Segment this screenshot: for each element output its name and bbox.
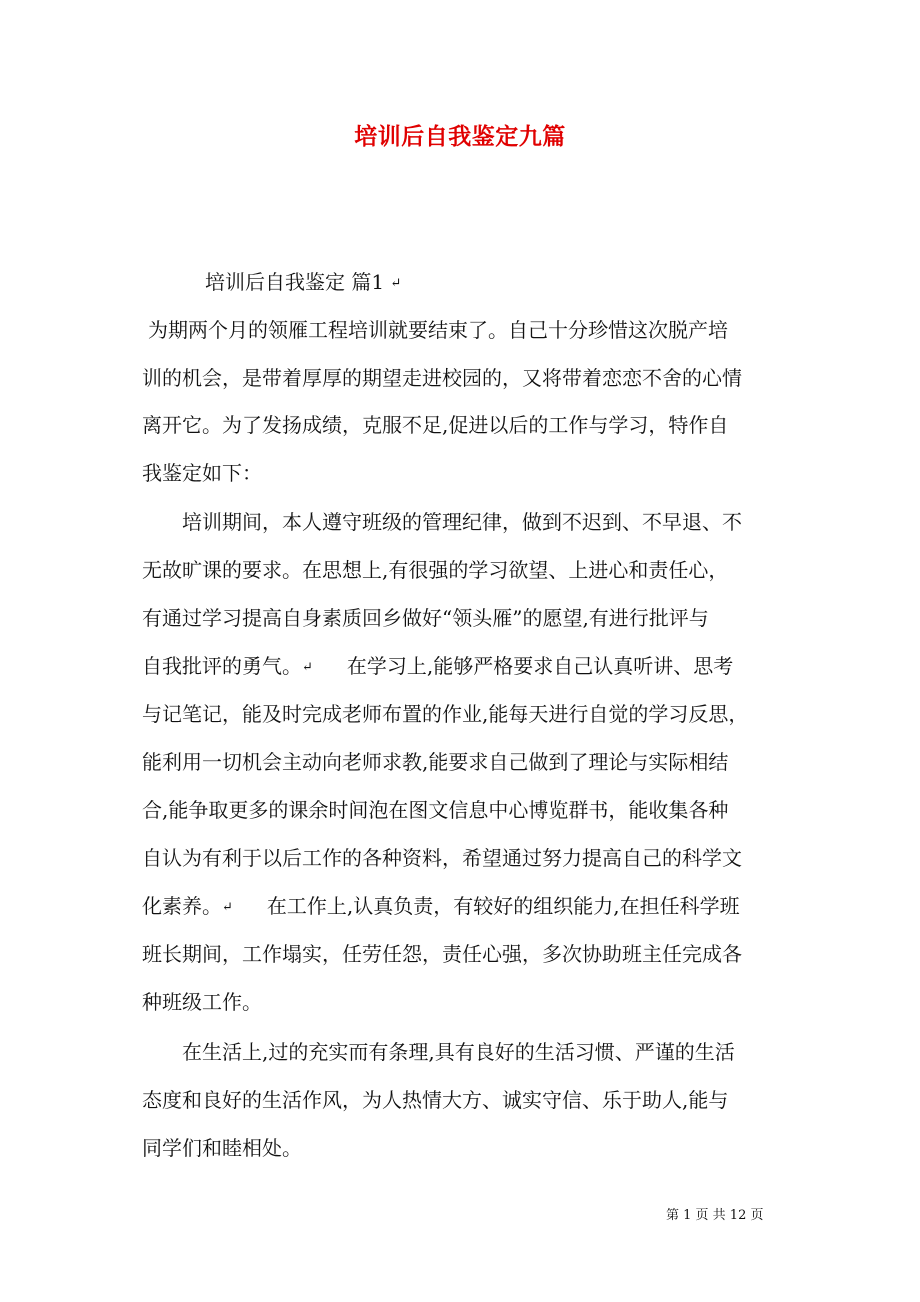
body-line-8 bbox=[142, 652, 733, 682]
return-mark-icon: ↵ bbox=[302, 660, 313, 675]
document-title: 培训后自我鉴定九篇 bbox=[354, 124, 566, 150]
body-line-6: 无故旷课的要求。在思想上,有很强的学习欲望、上进心和责任心， bbox=[142, 558, 729, 582]
return-mark-icon: ↵ bbox=[222, 900, 233, 915]
body-line-3: 离开它。为了发扬成绩，克服不足,促进以后的工作与学习，特作自 bbox=[142, 413, 729, 437]
body-line-14: 班长期间，工作塌实，任劳任怨，责任心强，多次协助班主任完成各 bbox=[142, 942, 742, 966]
body-line-9: 与记笔记，能及时完成老师布置的作业,能每天进行自觉的学习反思， bbox=[142, 702, 749, 726]
body-line-4: 我鉴定如下： bbox=[142, 461, 262, 485]
return-mark-icon: ↵ bbox=[390, 276, 402, 291]
page-footer: 第 1 页 共 12 页 bbox=[666, 1208, 764, 1223]
body-line-17: 态度和良好的生活作风，为人热情大方、诚实守信、乐于助人,能与 bbox=[142, 1088, 729, 1112]
body-line-16: 在生活上,过的充实而有条理,具有良好的生活习惯、严谨的生活 bbox=[182, 1040, 735, 1064]
body-line-5: 培训期间，本人遵守班级的管理纪律，做到不迟到、不早退、不 bbox=[182, 510, 742, 534]
body-line-10: 能利用一切机会主动向老师求教,能要求自己做到了理论与实际相结 bbox=[142, 750, 729, 774]
body-line-13-continued: 在工作上,认真负责，有较好的组织能力,在担任科学班 bbox=[266, 894, 740, 918]
section-heading bbox=[205, 268, 401, 298]
section-heading-text: 培训后自我鉴定 篇1 bbox=[205, 270, 385, 294]
body-line-13 bbox=[142, 892, 740, 922]
body-line-8-text: 自我批评的勇气。 bbox=[142, 654, 302, 678]
body-line-18: 同学们和睦相处。 bbox=[142, 1136, 302, 1160]
body-line-2: 训的机会，是带着厚厚的期望走进校园的，又将带着恋恋不舍的心情 bbox=[142, 366, 742, 390]
body-line-12: 自认为有利于以后工作的各种资料，希望通过努力提高自己的科学文 bbox=[142, 846, 742, 870]
body-line-15: 种班级工作。 bbox=[142, 990, 262, 1014]
body-line-13-text: 化素养。 bbox=[142, 894, 222, 918]
body-line-11: 合,能争取更多的课余时间泡在图文信息中心博览群书，能收集各种 bbox=[142, 798, 729, 822]
body-line-8-continued: 在学习上,能够严格要求自己认真听讲、思考 bbox=[346, 654, 734, 678]
body-line-1: 为期两个月的领雁工程培训就要结束了。自己十分珍惜这次脱产培 bbox=[148, 318, 728, 342]
body-line-7: 有通过学习提高自身素质回乡做好“领头雁”的愿望,有进行批评与 bbox=[142, 606, 709, 630]
